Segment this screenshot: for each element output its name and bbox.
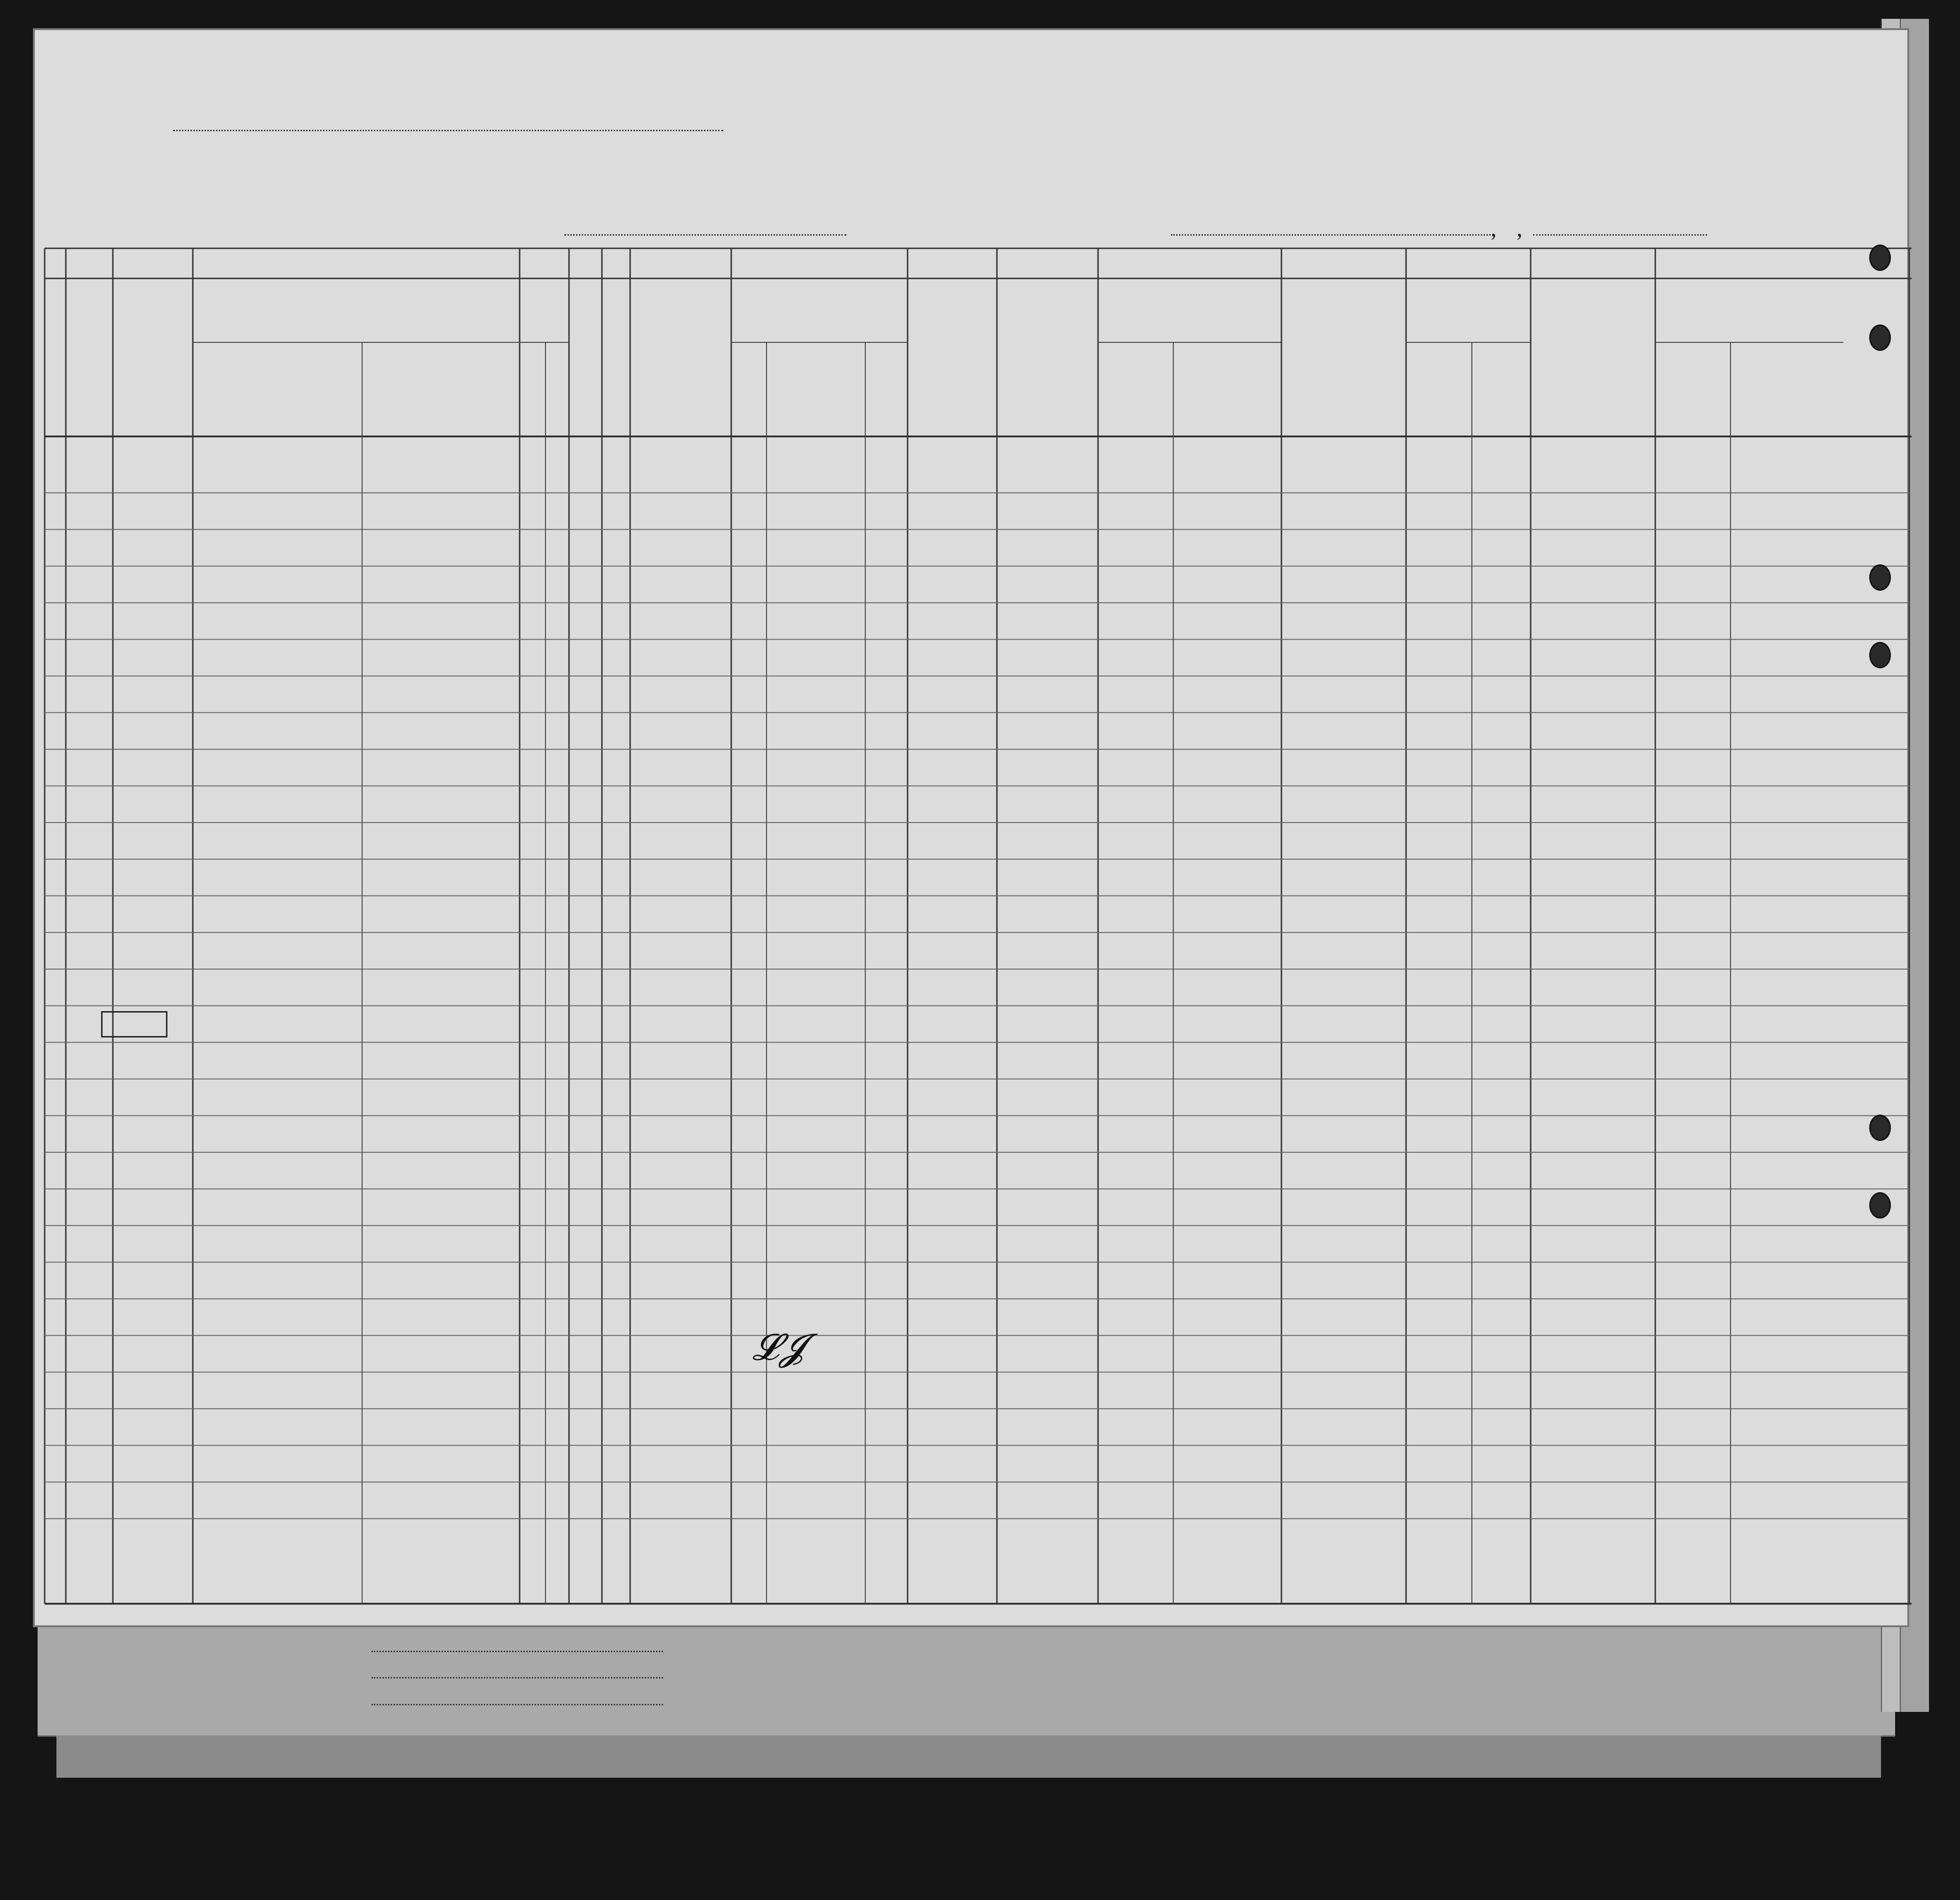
date-line	[1533, 234, 1707, 236]
binder-hole	[1869, 1115, 1891, 1141]
binder-hole	[1869, 325, 1891, 351]
total-passengers-line	[371, 1651, 663, 1652]
port-line	[1171, 234, 1491, 236]
ship-line	[564, 234, 846, 236]
underlying-sheet-2	[56, 1735, 1881, 1778]
binder-hole	[1869, 642, 1891, 668]
binder-hole	[1869, 245, 1891, 271]
binder-hole	[1869, 564, 1891, 591]
purser-signature: 𝓛𝓙	[752, 1326, 805, 1369]
manifest-sheet	[33, 28, 1909, 1627]
comma: ,	[1491, 215, 1497, 241]
aliens-line	[371, 1704, 663, 1705]
list-line	[173, 130, 723, 131]
binder-hole	[1869, 1192, 1891, 1219]
us-citizens-line	[371, 1677, 663, 1678]
underlying-sheet	[38, 1627, 1895, 1737]
usc-stamp	[101, 1011, 167, 1037]
comma: ,	[1517, 215, 1523, 241]
